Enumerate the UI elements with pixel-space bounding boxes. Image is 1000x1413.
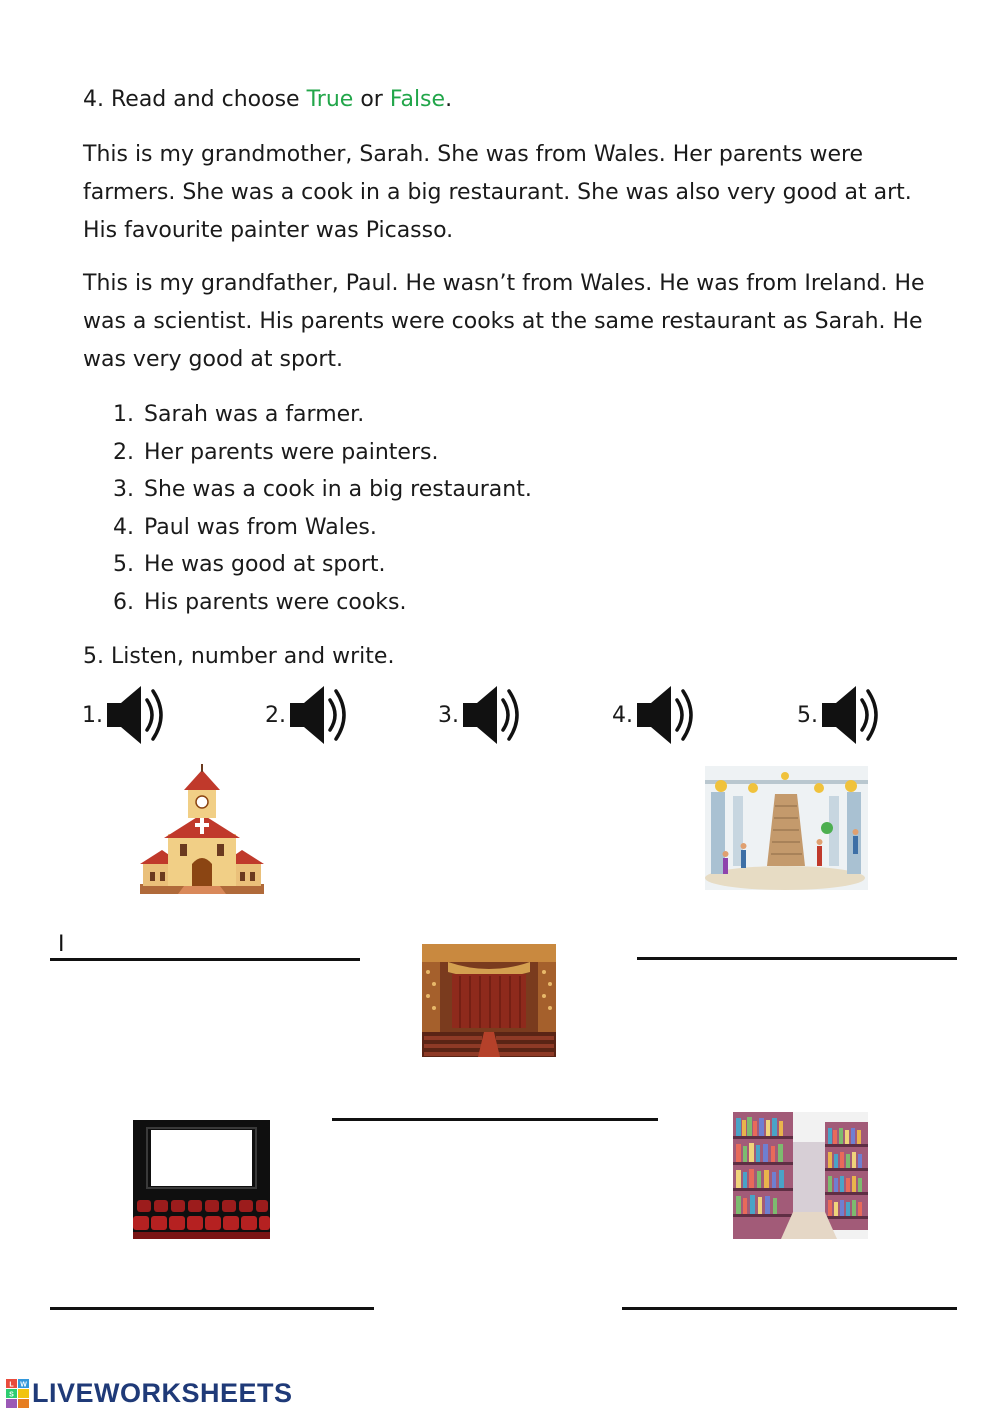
answer-input-library[interactable] xyxy=(626,1278,956,1310)
shopping-mall-picture xyxy=(705,766,868,890)
heading-prefix: 4. Read and choose xyxy=(83,87,307,112)
statement-item[interactable] xyxy=(113,509,532,547)
logo-letter: S xyxy=(9,1391,14,1398)
answer-line xyxy=(332,1118,658,1121)
library-picture xyxy=(733,1112,868,1239)
statement-number: 5. xyxy=(113,552,134,577)
answer-line xyxy=(637,957,957,960)
true-word: True xyxy=(306,87,354,112)
audio-number: 3. xyxy=(438,702,459,728)
statement-item[interactable] xyxy=(113,546,532,584)
paragraph-line: His favourite painter was Picasso. xyxy=(83,218,454,243)
paragraph-line: This is my grandfather, Paul. He wasn’t from Wales. He was from Ireland. He xyxy=(83,271,925,296)
statement-number: 6. xyxy=(113,589,134,615)
statement-text: He was good at sport. xyxy=(144,552,386,577)
statement-text: She was a cook in a big restaurant. xyxy=(144,477,532,502)
paragraph-line: farmers. She was a cook in a big restaurant. She was also very good at art. xyxy=(83,180,912,205)
logo-letter: L xyxy=(9,1381,14,1388)
statement-number: 2. xyxy=(113,439,134,465)
or-word: or xyxy=(353,87,390,112)
church-picture xyxy=(140,764,264,894)
reading-paragraph-grandmother xyxy=(83,136,953,250)
paragraph-line: This is my grandmother, Sarah. She was from Wales. Her parents were xyxy=(83,142,864,167)
statement-text: Her parents were painters. xyxy=(144,439,439,465)
statement-item[interactable] xyxy=(113,434,532,472)
exercise4-heading xyxy=(83,81,452,119)
statement-number: 4. xyxy=(113,514,134,540)
logo-mark-icon xyxy=(6,1379,30,1409)
speaker-icon xyxy=(635,683,701,747)
answer-line xyxy=(50,1307,374,1310)
statement-number: 3. xyxy=(113,477,134,502)
false-word: False xyxy=(389,87,446,112)
liveworksheets-logo[interactable] xyxy=(6,1378,293,1409)
theatre-picture xyxy=(422,944,556,1057)
speaker-icon xyxy=(105,683,171,747)
speaker-icon xyxy=(461,683,527,747)
speaker-icon xyxy=(820,683,886,747)
exercise5-heading: 5. Listen, number and write. xyxy=(83,644,395,669)
paragraph-line: was very good at sport. xyxy=(83,347,344,372)
statement-item[interactable] xyxy=(113,584,532,622)
cinema-picture xyxy=(133,1120,270,1239)
statement-number: 1. xyxy=(113,402,134,427)
logo-letter: W xyxy=(20,1381,27,1388)
answer-input-theatre[interactable] xyxy=(336,1088,658,1120)
audio-number: 2. xyxy=(265,702,286,728)
heading-end: . xyxy=(445,87,453,112)
statement-item[interactable] xyxy=(113,396,532,434)
audio-number: 4. xyxy=(612,702,633,728)
audio-button-2[interactable] xyxy=(265,680,354,750)
audio-number: 1. xyxy=(82,702,103,728)
paragraph-line: was a scientist. His parents were cooks at the same restaurant as Sarah. He xyxy=(83,309,923,334)
answer-input-church[interactable] xyxy=(56,928,360,960)
brand-name: LIVEWORKSHEETS xyxy=(32,1378,293,1408)
statement-text: Paul was from Wales. xyxy=(144,514,377,540)
audio-button-3[interactable] xyxy=(438,680,527,750)
statement-item[interactable] xyxy=(113,471,532,509)
reading-paragraph-grandfather xyxy=(83,265,953,379)
audio-button-1[interactable] xyxy=(82,680,171,750)
answer-line xyxy=(622,1307,957,1310)
answer-line xyxy=(50,958,360,961)
audio-number: 5. xyxy=(797,702,818,728)
statement-text: His parents were cooks. xyxy=(144,589,407,615)
answer-input-mall[interactable] xyxy=(640,928,954,960)
speaker-icon xyxy=(288,683,354,747)
statement-list xyxy=(113,396,532,621)
statement-text: Sarah was a farmer. xyxy=(144,402,365,427)
audio-button-4[interactable] xyxy=(612,680,701,750)
audio-button-5[interactable] xyxy=(797,680,886,750)
answer-input-cinema[interactable] xyxy=(54,1278,374,1310)
